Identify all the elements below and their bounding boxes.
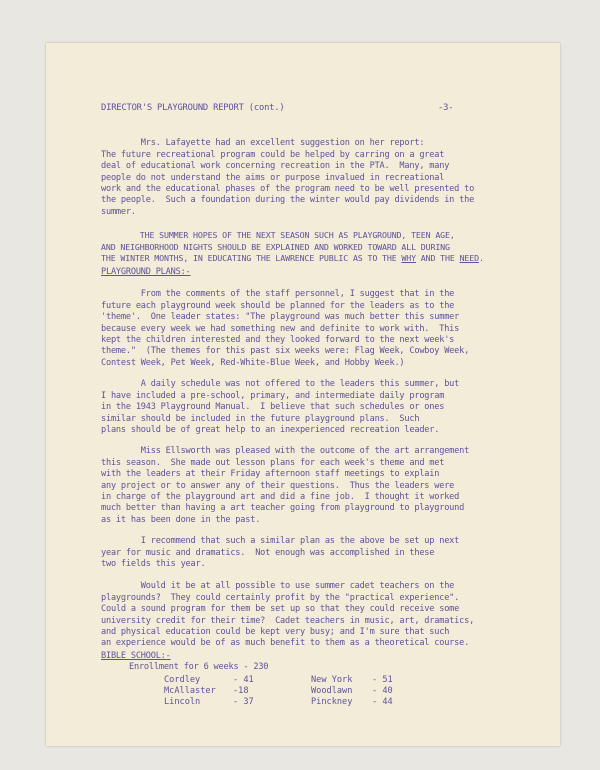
text-line: similar should be included in the future playground plans. Such bbox=[101, 413, 420, 424]
list-item-value: - 51 bbox=[372, 675, 393, 685]
text-line: because every week we had something new and definite to work with. This bbox=[101, 323, 460, 334]
enrollment-total: Enrollment for 6 weeks - 230 bbox=[129, 662, 269, 672]
paragraph-art-arrangement bbox=[101, 435, 469, 538]
paragraph-cadet-teachers bbox=[101, 570, 474, 661]
section-heading-playground-plans: PLAYGROUND PLANS:- bbox=[101, 267, 191, 277]
text-line: two fields this year. bbox=[101, 559, 206, 570]
paragraph-themes bbox=[101, 278, 469, 381]
text-line: work and the educational phases of the program need to be well presented to bbox=[101, 184, 475, 195]
text-line: with the leaders at their Friday afternoon staff meetings to explain bbox=[101, 469, 440, 480]
text-line: playgrounds? They could certainly profit by the "practical experience". bbox=[101, 592, 460, 603]
list-item-value: -18 bbox=[233, 686, 249, 696]
text-line: future each playground week should be planned for the leaders as to the bbox=[101, 300, 455, 311]
text-line: THE SUMMER HOPES OF THE NEXT SEASON SUCH AS PLAYGROUND, TEEN AGE, bbox=[101, 230, 455, 241]
text-line: I have included a pre-school, primary, and intermediate daily program bbox=[101, 390, 445, 401]
text-line: in charge of the playground art and did a fine job. I thought it worked bbox=[101, 492, 460, 503]
text-line: Miss Ellsworth was pleased with the outcome of the art arrangement bbox=[101, 446, 470, 457]
text-line: people do not understand the aims or purpose invalued in recreational bbox=[101, 172, 445, 183]
text-line: this season. She made out lesson plans for each week's theme and met bbox=[101, 457, 445, 468]
text-line: summer. bbox=[101, 206, 136, 217]
list-item: Pinckney bbox=[311, 697, 353, 707]
text-line: kept the children interested and they looked forward to the next week's bbox=[101, 335, 455, 346]
page-number: -3- bbox=[438, 103, 454, 113]
text-line: From the comments of the staff personnel, I suggest that in the bbox=[101, 289, 455, 300]
list-item: Cordley bbox=[164, 675, 201, 685]
text-line: as it has been done in the past. bbox=[101, 514, 261, 525]
text-line: an experience would be of as much benefit to them as a theoretical course. bbox=[101, 638, 470, 649]
text-line: Would it be at all possible to use summer cadet teachers on the bbox=[101, 581, 455, 592]
paragraph-lafayette bbox=[101, 127, 474, 230]
text-line: the people. Such a foundation during the winter would pay dividends in the bbox=[101, 195, 475, 206]
text-line: university credit for their time? Cadet teachers in music, art, dramatics, bbox=[101, 615, 475, 626]
text-line: plans should be of great help to an inexperienced recreation leader. bbox=[101, 425, 440, 436]
text-line: year for music and dramatics. Not enough was accomplished in these bbox=[101, 547, 435, 558]
text-line: THE WINTER MONTHS, IN EDUCATING THE LAWRENCE PUBLIC AS TO THE WHY AND THE NEED. bbox=[101, 253, 484, 264]
text-line: A daily schedule was not offered to the leaders this summer, but bbox=[101, 379, 460, 390]
text-line: theme." (The themes for this past six weeks were: Flag Week, Cowboy Week, bbox=[101, 346, 470, 357]
text-line: in the 1943 Playground Manual. I believe that such schedules or ones bbox=[101, 402, 445, 413]
section-heading-bible-school: BIBLE SCHOOL:- bbox=[101, 651, 171, 661]
report-title: DIRECTOR'S PLAYGROUND REPORT (cont.) bbox=[101, 103, 285, 113]
text-line: AND NEIGHBORHOOD NIGHTS SHOULD BE EXPLAINED AND WORKED TOWARD ALL DURING bbox=[101, 241, 450, 252]
text-line: The future recreational program could be helped by carring on a great bbox=[101, 149, 445, 160]
list-item-value: - 44 bbox=[372, 697, 393, 707]
text-line: Could a sound program for them be set up so that they could receive some bbox=[101, 604, 460, 615]
list-item: New York bbox=[311, 675, 353, 685]
list-item: Lincoln bbox=[164, 697, 201, 707]
text-line: any project or to answer any of their questions. Thus the leaders were bbox=[101, 480, 455, 491]
list-item: Woodlawn bbox=[311, 686, 353, 696]
list-item: McAllaster bbox=[164, 686, 216, 696]
list-item-value: - 41 bbox=[233, 675, 254, 685]
text-line: much better than having a art teacher going from playground to playground bbox=[101, 503, 465, 514]
need-emphasis: NEED bbox=[459, 253, 479, 264]
why-emphasis: WHY bbox=[401, 253, 416, 264]
list-item-value: - 37 bbox=[233, 697, 254, 707]
text-line: Contest Week, Pet Week, Red-White-Blue Week, and Hobby Week.) bbox=[101, 357, 405, 368]
list-item-value: - 40 bbox=[372, 686, 393, 696]
text-line: Mrs. Lafayette had an excellent suggestion on her report: bbox=[101, 138, 425, 149]
text-line: 'theme'. One leader states: "The playground was much better this summer bbox=[101, 312, 460, 323]
text-line: I recommend that such a similar plan as the above be set up next bbox=[101, 536, 460, 547]
text-line: deal of educational work concerning recreation in the PTA. Many, many bbox=[101, 161, 450, 172]
text-line: and physical education could be kept very busy; and I'm sure that such bbox=[101, 627, 450, 638]
